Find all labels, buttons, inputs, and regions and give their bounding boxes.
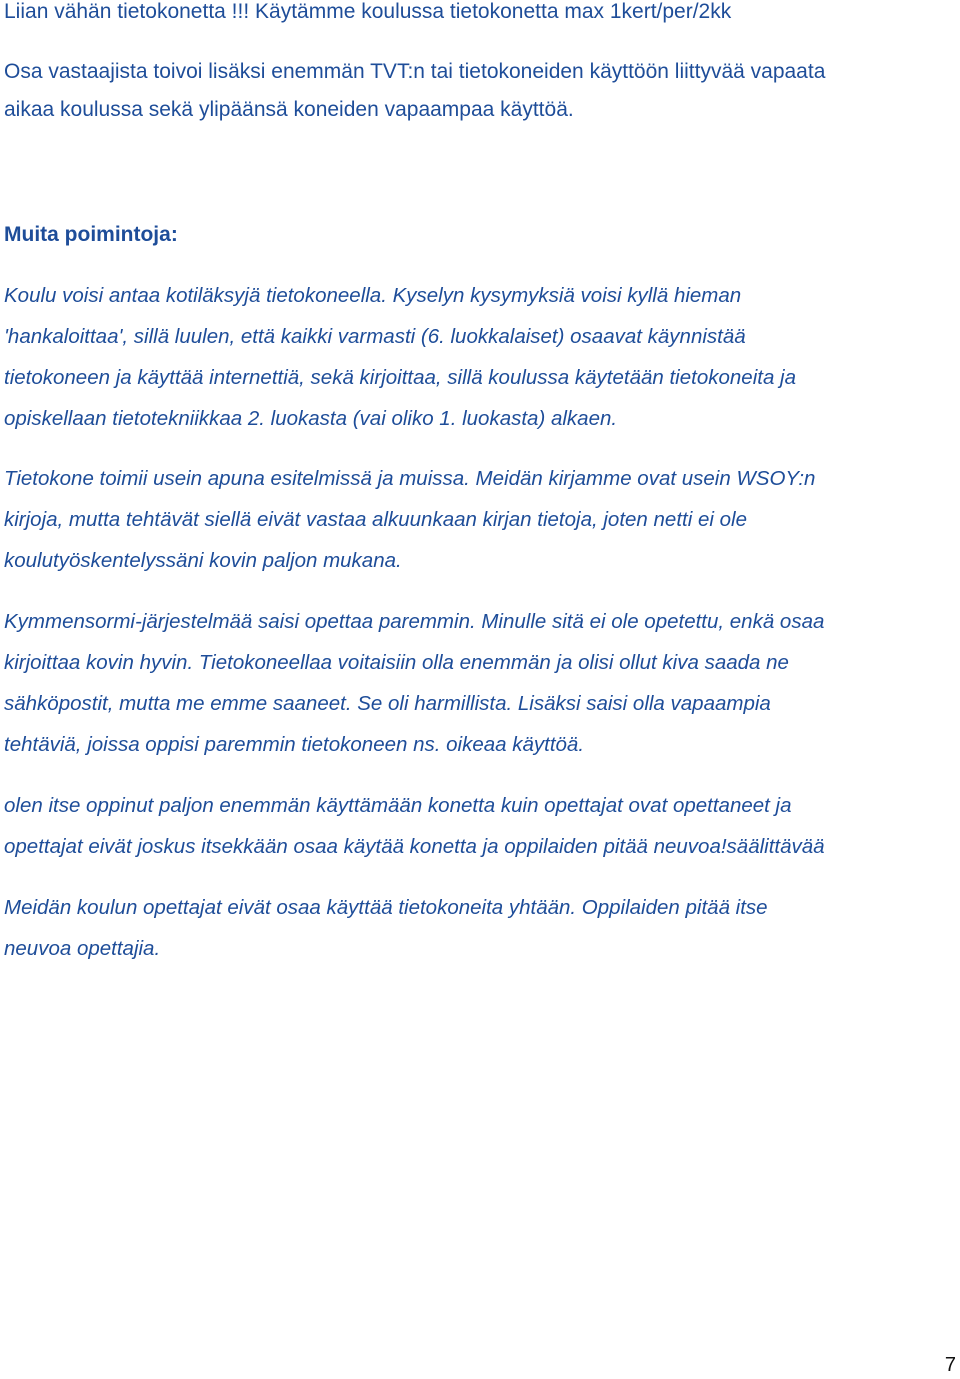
- section-heading: Muita poimintoja:: [4, 223, 178, 246]
- quote-line-2: 'hankaloittaa', sillä luulen, että kaikki varmasti (6. luokkalaiset) osaavat käynnistää: [4, 325, 746, 348]
- intro-text-line-2: aikaa koulussa sekä ylipäänsä koneiden vapaampaa käyttöä.: [4, 98, 574, 121]
- quote-line-4: opiskellaan tietotekniikkaa 2. luokasta (vai oliko 1. luokasta) alkaen.: [4, 407, 618, 430]
- quote-line-10: sähköpostit, mutta me emme saaneet. Se oli harmillista. Lisäksi saisi olla vapaampia: [4, 692, 771, 715]
- quote-line-6: kirjoja, mutta tehtävät siellä eivät vastaa alkuunkaan kirjan tietoja, joten netti ei ole: [4, 508, 747, 531]
- quote-line-12: olen itse oppinut paljon enemmän käyttämään konetta kuin opettajat ovat opettaneet ja: [4, 794, 792, 817]
- quote-line-15: neuvoa opettajia.: [4, 937, 161, 960]
- quote-line-5: Tietokone toimii usein apuna esitelmissä ja muissa. Meidän kirjamme ovat usein WSOY:n: [4, 467, 816, 490]
- quote-line-7: koulutyöskentelyssäni kovin paljon mukana.: [4, 549, 402, 572]
- quote-line-11: tehtäviä, joissa oppisi paremmin tietokoneen ns. oikeaa käyttöä.: [4, 733, 585, 756]
- quote-line-3: tietokoneen ja käyttää internettiä, sekä kirjoittaa, sillä koulussa käytetään tietokoneita ja: [4, 366, 796, 389]
- quote-line-9: kirjoittaa kovin hyvin. Tietokoneellaa voitaisiin olla enemmän ja olisi ollut kiva saada ne: [4, 651, 789, 674]
- quote-line-13: opettajat eivät joskus itsekkään osaa käytää konetta ja oppilaiden pitää neuvoa!säälittävää: [4, 835, 825, 858]
- page-number: 7: [944, 1354, 956, 1376]
- intro-text-line-1: Osa vastaajista toivoi lisäksi enemmän TVT:n tai tietokoneiden käyttöön liittyvää vapaata: [4, 60, 826, 83]
- quote-line-1: Koulu voisi antaa kotiläksyjä tietokoneella. Kyselyn kysymyksiä voisi kyllä hieman: [4, 284, 742, 307]
- top-comment-line: Liian vähän tietokonetta !!! Käytämme koulussa tietokonetta max 1kert/per/2kk: [4, 0, 732, 23]
- quote-line-14: Meidän koulun opettajat eivät osaa käyttää tietokoneita yhtään. Oppilaiden pitää itse: [4, 896, 768, 919]
- quote-line-8: Kymmensormi-järjestelmää saisi opettaa paremmin. Minulle sitä ei ole opetettu, enkä osaa: [4, 610, 825, 633]
